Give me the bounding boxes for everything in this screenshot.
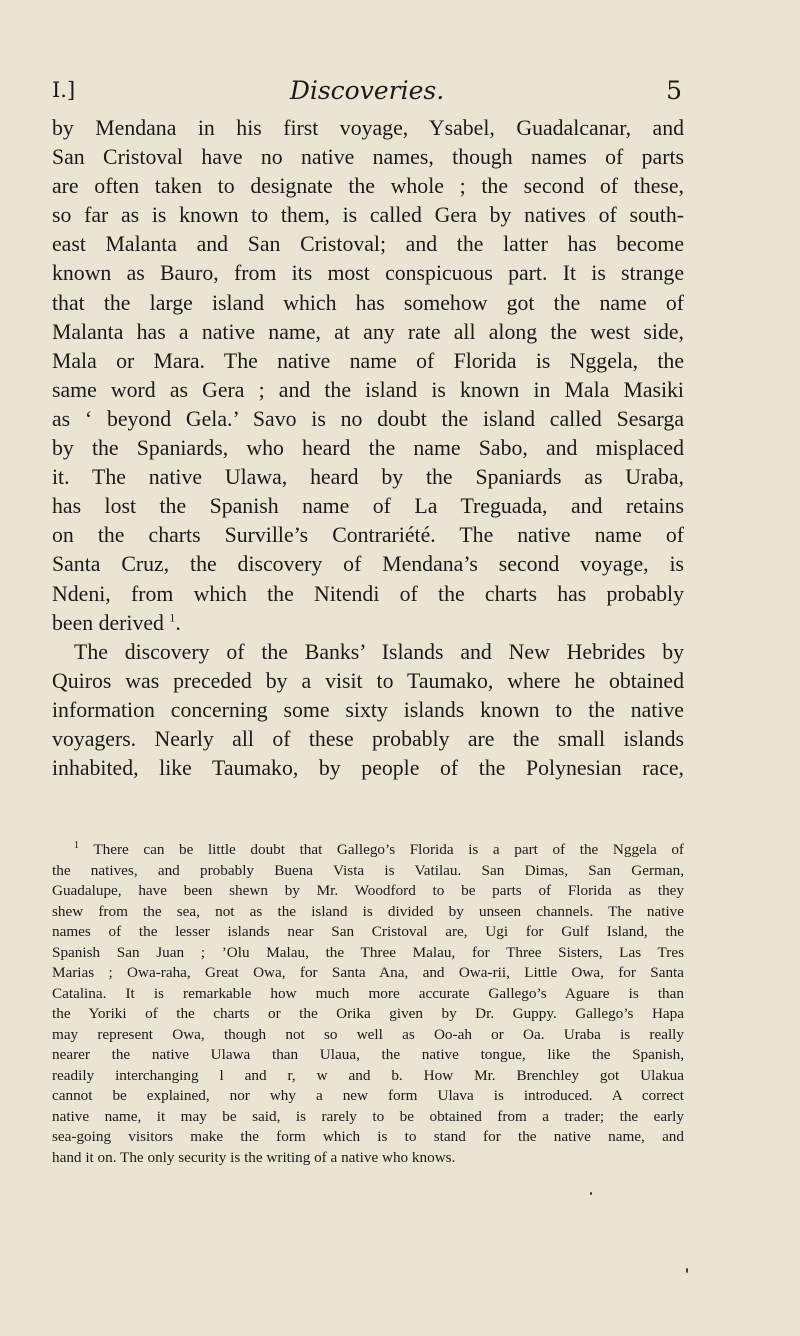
text-line: voyagers. Nearly all of these probably are the small islands: [52, 726, 684, 751]
footnote-line: Catalina. It is remarkable how much more accurate Gallego’s Aguare is than: [52, 984, 684, 1002]
footnote-block: [52, 840, 684, 1168]
footnote-line: the Yoriki of the charts or the Orika given by Dr. Guppy. Gallego’s Hapa: [52, 1005, 684, 1022]
text-line: so far as is known to them, is called Gera by natives of south-: [52, 203, 684, 228]
text-line: are often taken to designate the whole ; the second of these,: [52, 174, 684, 199]
text-line: Santa Cruz, the discovery of Mendana’s second voyage, is: [52, 552, 684, 577]
footnote-line: hand it on. The only security is the writing of a native who knows.: [52, 1148, 456, 1166]
footnote-line: nearer the native Ulawa than Ulaua, the native tongue, like the Spanish,: [52, 1046, 684, 1063]
footnote-line: may represent Owa, though not so well as Oo-ah or Oa. Uraba is really: [52, 1025, 684, 1043]
running-header: [52, 76, 682, 108]
paper-speck: [686, 1268, 688, 1273]
text-line: it. The native Ulawa, heard by the Spaniards as Uraba,: [52, 465, 684, 490]
chapter-marker: I.]: [52, 78, 76, 102]
text-line: east Malanta and San Cristoval; and the latter has become: [52, 232, 684, 257]
footnote-line: Marias ; Owa-raha, Great Owa, for Santa Ana, and Owa-rii, Little Owa, for Santa: [52, 964, 684, 981]
footnote-line: native name, it may be said, is rarely to be obtained from a trader; the early: [52, 1107, 684, 1125]
text-line: as ‘ beyond Gela.’ Savo is no doubt the island called Sesarga: [52, 406, 684, 431]
footnote-reference: 1: [169, 610, 176, 625]
text-line: The discovery of the Banks’ Islands and New Hebrides by: [74, 639, 684, 664]
text-line: that the large island which has somehow got the name of: [52, 290, 684, 315]
text-line: Quiros was preceded by a visit to Taumako, where he obtained: [52, 668, 684, 693]
footnote-line: cannot be explained, nor why a new form Ulava is introduced. A correct: [52, 1087, 684, 1104]
text-line: Malanta has a native name, at any rate all along the west side,: [52, 319, 684, 344]
text-line: been derived $^1$.: [52, 610, 181, 635]
footnote-line-content: There can be little doubt that Gallego’s Florida is a part of the Nggela of: [93, 841, 684, 858]
text-line: information concerning some sixty islands known to the native: [52, 697, 684, 722]
footnote-line: the natives, and probably Buena Vista is Vatilau. San Dimas, San German,: [52, 861, 684, 879]
page-number: 5: [666, 76, 682, 105]
footnote-line: readily interchanging l and r, w and b. How Mr. Brenchley got Ulakua: [52, 1066, 684, 1084]
footnote-line: names of the lesser islands near San Cristoval are, Ugi for Gulf Island, the: [52, 923, 684, 940]
paper-speck: [590, 1192, 592, 1195]
text-line-content: been derived: [52, 610, 164, 635]
footnote-line: Spanish San Juan ; ’Olu Malau, the Three Malau, for Three Sisters, Las Tres: [52, 943, 684, 961]
text-line: inhabited, like Taumako, by people of the Polynesian race,: [52, 756, 684, 781]
text-line: has lost the Spanish name of La Treguada, and retains: [52, 494, 684, 519]
text-line: known as Bauro, from its most conspicuous part. It is strange: [52, 261, 684, 286]
text-line: Ndeni, from which the Nitendi of the charts has probably: [52, 581, 684, 606]
text-line: San Cristoval have no native names, though names of parts: [52, 145, 684, 170]
footnote-line: [52, 840, 684, 861]
text-line: on the charts Surville’s Contrariété. The native name of: [52, 523, 684, 548]
running-title: Discoveries.: [289, 76, 445, 105]
text-line: Mala or Mara. The native name of Florida is Nggela, the: [52, 348, 684, 373]
footnote-line: sea-going visitors make the form which is to stand for the native name, and: [52, 1128, 684, 1145]
text-line: by the Spaniards, who heard the name Sabo, and misplaced: [52, 436, 684, 461]
footnote-line: Guadalupe, have been shewn by Mr. Woodford to be parts of Florida as they: [52, 882, 684, 899]
footnote-number: 1: [74, 839, 79, 851]
main-text: [52, 114, 684, 783]
text-line: by Mendana in his first voyage, Ysabel, Guadalcanar, and: [52, 116, 684, 140]
footnote-line: shew from the sea, not as the island is divided by unseen channels. The native: [52, 902, 684, 920]
text-line: same word as Gera ; and the island is known in Mala Masiki: [52, 377, 684, 402]
